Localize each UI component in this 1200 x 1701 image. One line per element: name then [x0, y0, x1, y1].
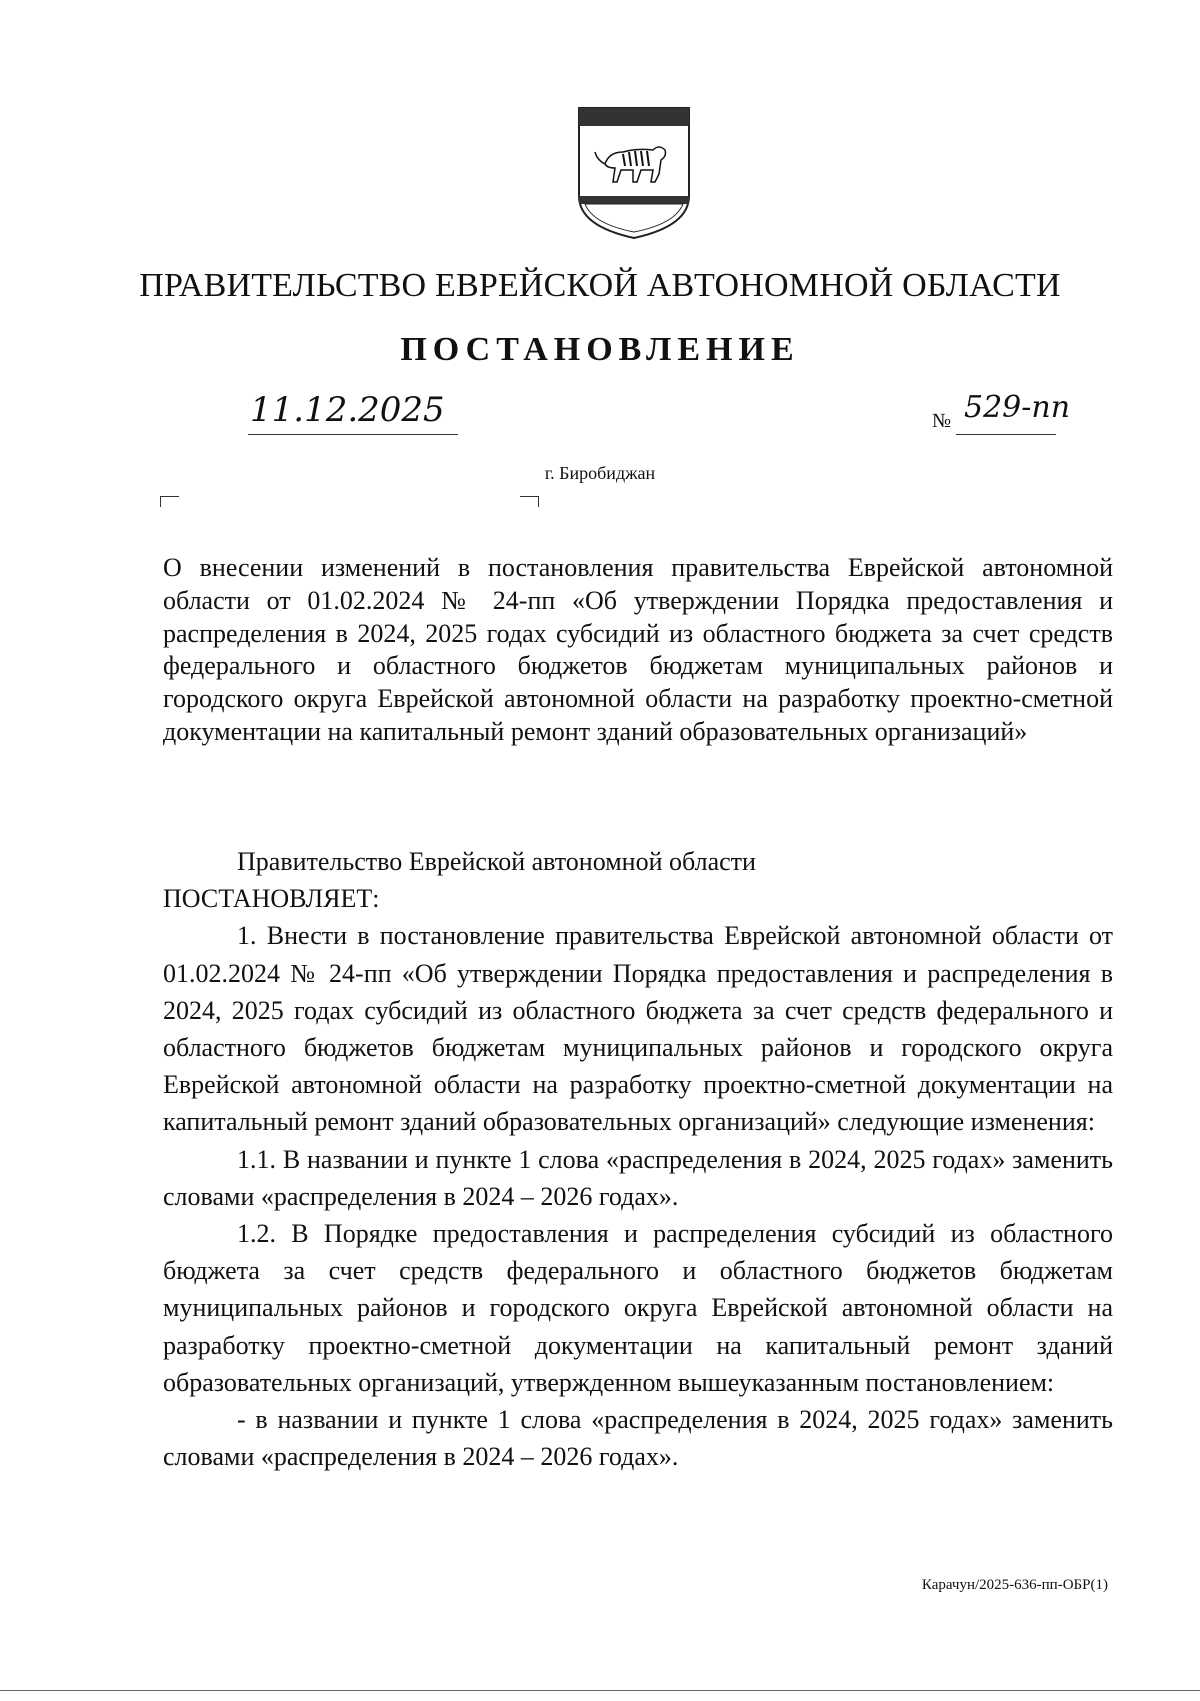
- paragraph-1-2-dash: - в названии и пункте 1 слова «распределения в 2024, 2025 годах» заменить словами «распределения в 2024 – 2026 годах».: [163, 1405, 1113, 1472]
- paragraph-1-1: 1.1. В названии и пункте 1 слова «распределения в 2024, 2025 годах» заменить словами «распределения в 2024 – 2026 годах».: [163, 1144, 1113, 1211]
- number-underline: [956, 434, 1056, 435]
- document-number: 529-пп: [964, 390, 1071, 425]
- footer-code: Карачун/2025-636-пп-ОБР(1): [921, 1577, 1108, 1593]
- scan-edge-line: [0, 1690, 1200, 1691]
- intro-line: Правительство Еврейской автономной области: [237, 847, 756, 876]
- document-type: ПОСТАНОВЛЕНИЕ: [400, 331, 800, 368]
- city: г. Биробиджан: [544, 463, 656, 483]
- government-title: ПРАВИТЕЛЬСТВО ЕВРЕЙСКОЙ АВТОНОМНОЙ ОБЛАСТИ: [139, 267, 1061, 304]
- document-body: [163, 843, 1113, 1475]
- document-subject: О внесении изменений в постановления правительства Еврейской автономной области от 01.02.2024 № 24-пп «Об утверждении Порядка предоставления и распределения в 2024, 2025 годах субсидий из областного бюджета за счет средств федерального и областного бюджетов бюджетам муниципальных районов и городского округа Еврейской автономной области на разработку проектно-сметной документации на капитальный ремонт зданий образовательных организаций»: [163, 553, 1113, 746]
- paragraph-1: 1. Внести в постановление правительства Еврейской автономной области от 01.02.2024 № 24-пп «Об утверждении Порядка предоставления и распределения в 2024, 2025 годах субсидий из областного бюджета за счет средств федерального и областного бюджетов бюджетам муниципальных районов и городского округа Еврейской автономной области на разработку проектно-сметной документации на капитальный ремонт зданий образовательных организаций» следующие изменения:: [163, 921, 1113, 1137]
- number-label: №: [932, 410, 952, 432]
- document-date: 11.12.2025: [250, 390, 445, 430]
- resolves-line: ПОСТАНОВЛЯЕТ:: [163, 884, 380, 914]
- bracket-left: [160, 496, 179, 507]
- bracket-right: [520, 496, 539, 507]
- date-underline: [248, 434, 458, 435]
- paragraph-1-2: 1.2. В Порядке предоставления и распределения субсидий из областного бюджета за счет средств федерального и областного бюджетов бюджетам муниципальных районов и городского округа Еврейской автономной области на разработку проектно-сметной документации на капитальный ремонт зданий образовательных организаций, утвержденном вышеуказанным постановлением:: [163, 1219, 1113, 1397]
- coat-of-arms-tiger-icon: [575, 104, 693, 242]
